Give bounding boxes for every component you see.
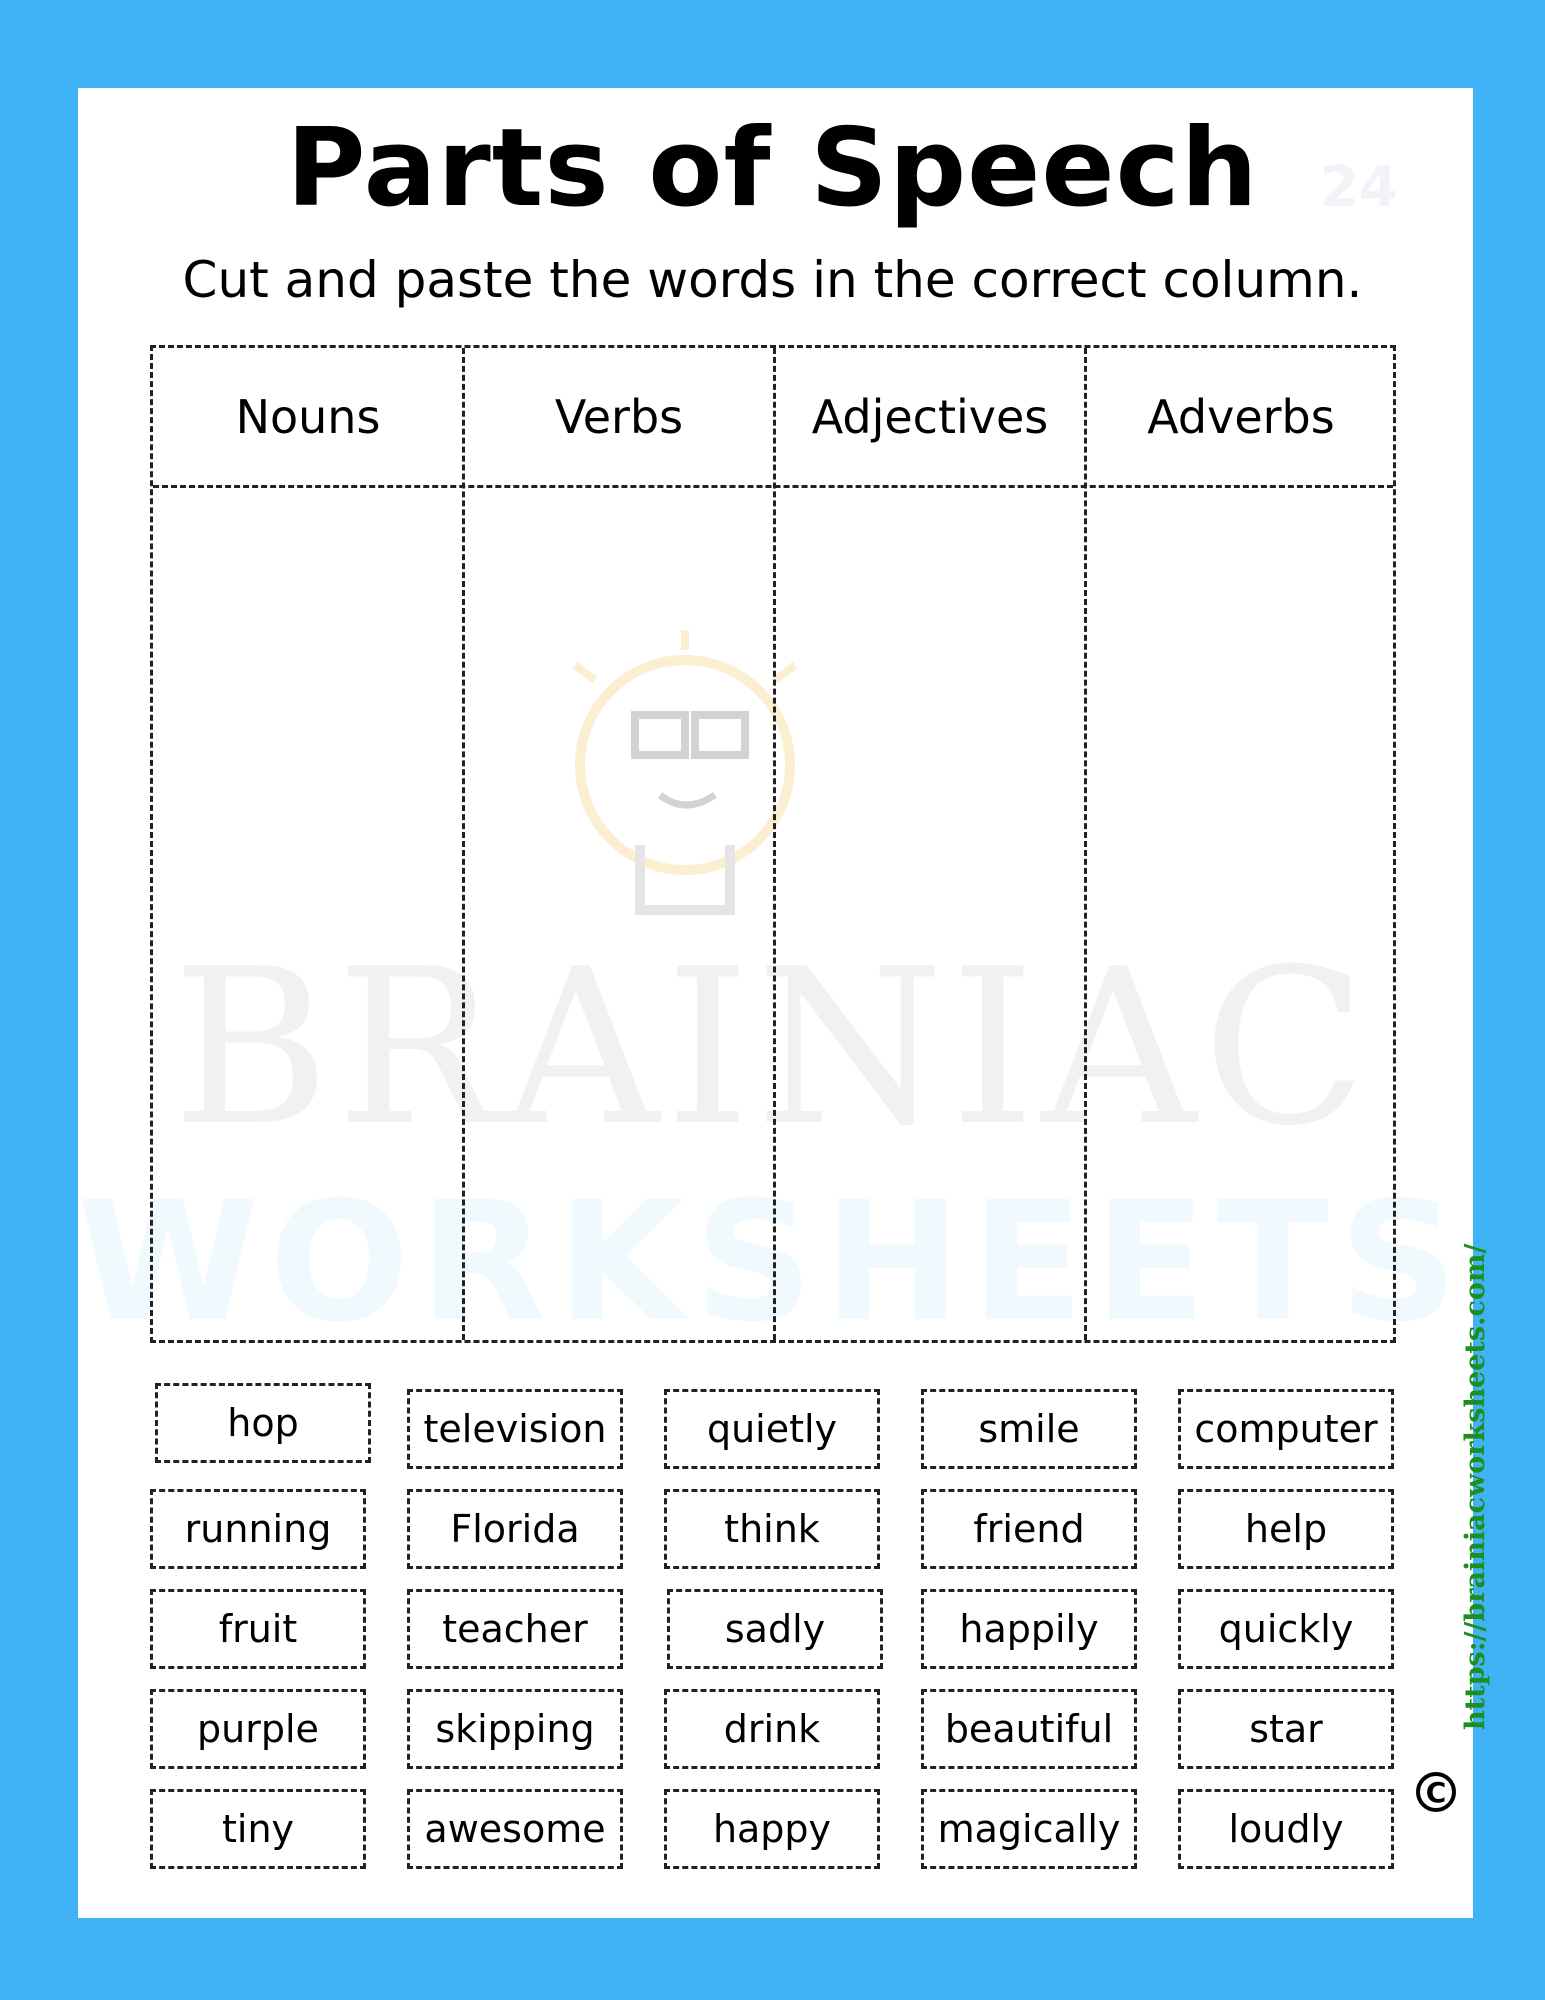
column-divider <box>1084 348 1087 1340</box>
word-card[interactable]: sadly <box>667 1589 883 1669</box>
word-card[interactable]: teacher <box>407 1589 623 1669</box>
word-card[interactable]: hop <box>155 1383 371 1463</box>
word-card[interactable]: star <box>1178 1689 1394 1769</box>
word-card[interactable]: purple <box>150 1689 366 1769</box>
word-card[interactable]: loudly <box>1178 1789 1394 1869</box>
word-card[interactable]: help <box>1178 1489 1394 1569</box>
word-card[interactable]: smile <box>921 1389 1137 1469</box>
word-card[interactable]: tiny <box>150 1789 366 1869</box>
word-card[interactable]: beautiful <box>921 1689 1137 1769</box>
column-header-adjectives: Adjectives <box>811 389 1049 444</box>
column-header-nouns: Nouns <box>235 389 381 444</box>
word-card[interactable]: computer <box>1178 1389 1394 1469</box>
sorting-table <box>150 345 1396 1343</box>
word-card[interactable]: happy <box>664 1789 880 1869</box>
word-card[interactable]: friend <box>921 1489 1137 1569</box>
page-number: 24 <box>1320 155 1398 220</box>
word-card[interactable]: fruit <box>150 1589 366 1669</box>
word-card[interactable]: television <box>407 1389 623 1469</box>
word-card[interactable]: awesome <box>407 1789 623 1869</box>
watermark-worksheets: WORKSHEETS <box>77 1166 1468 1358</box>
word-card[interactable]: quietly <box>664 1389 880 1469</box>
watermark-brainiac: BRAINIAC <box>172 922 1373 1173</box>
word-card[interactable]: Florida <box>407 1489 623 1569</box>
column-divider <box>462 348 465 1340</box>
word-card[interactable]: quickly <box>1178 1589 1394 1669</box>
word-card[interactable]: skipping <box>407 1689 623 1769</box>
column-header-verbs: Verbs <box>554 389 684 444</box>
column-header-adverbs: Adverbs <box>1147 389 1335 444</box>
website-url[interactable]: https://brainiacworksheets.com/ <box>1460 1243 1491 1730</box>
word-card[interactable]: drink <box>664 1689 880 1769</box>
column-divider <box>773 348 776 1340</box>
copyright-icon: C <box>1416 1772 1456 1812</box>
word-card[interactable]: magically <box>921 1789 1137 1869</box>
word-card[interactable]: running <box>150 1489 366 1569</box>
word-card[interactable]: happily <box>921 1589 1137 1669</box>
worksheet-title: Parts of Speech <box>286 106 1259 231</box>
instructions: Cut and paste the words in the correct column. <box>182 251 1363 309</box>
word-card[interactable]: think <box>664 1489 880 1569</box>
